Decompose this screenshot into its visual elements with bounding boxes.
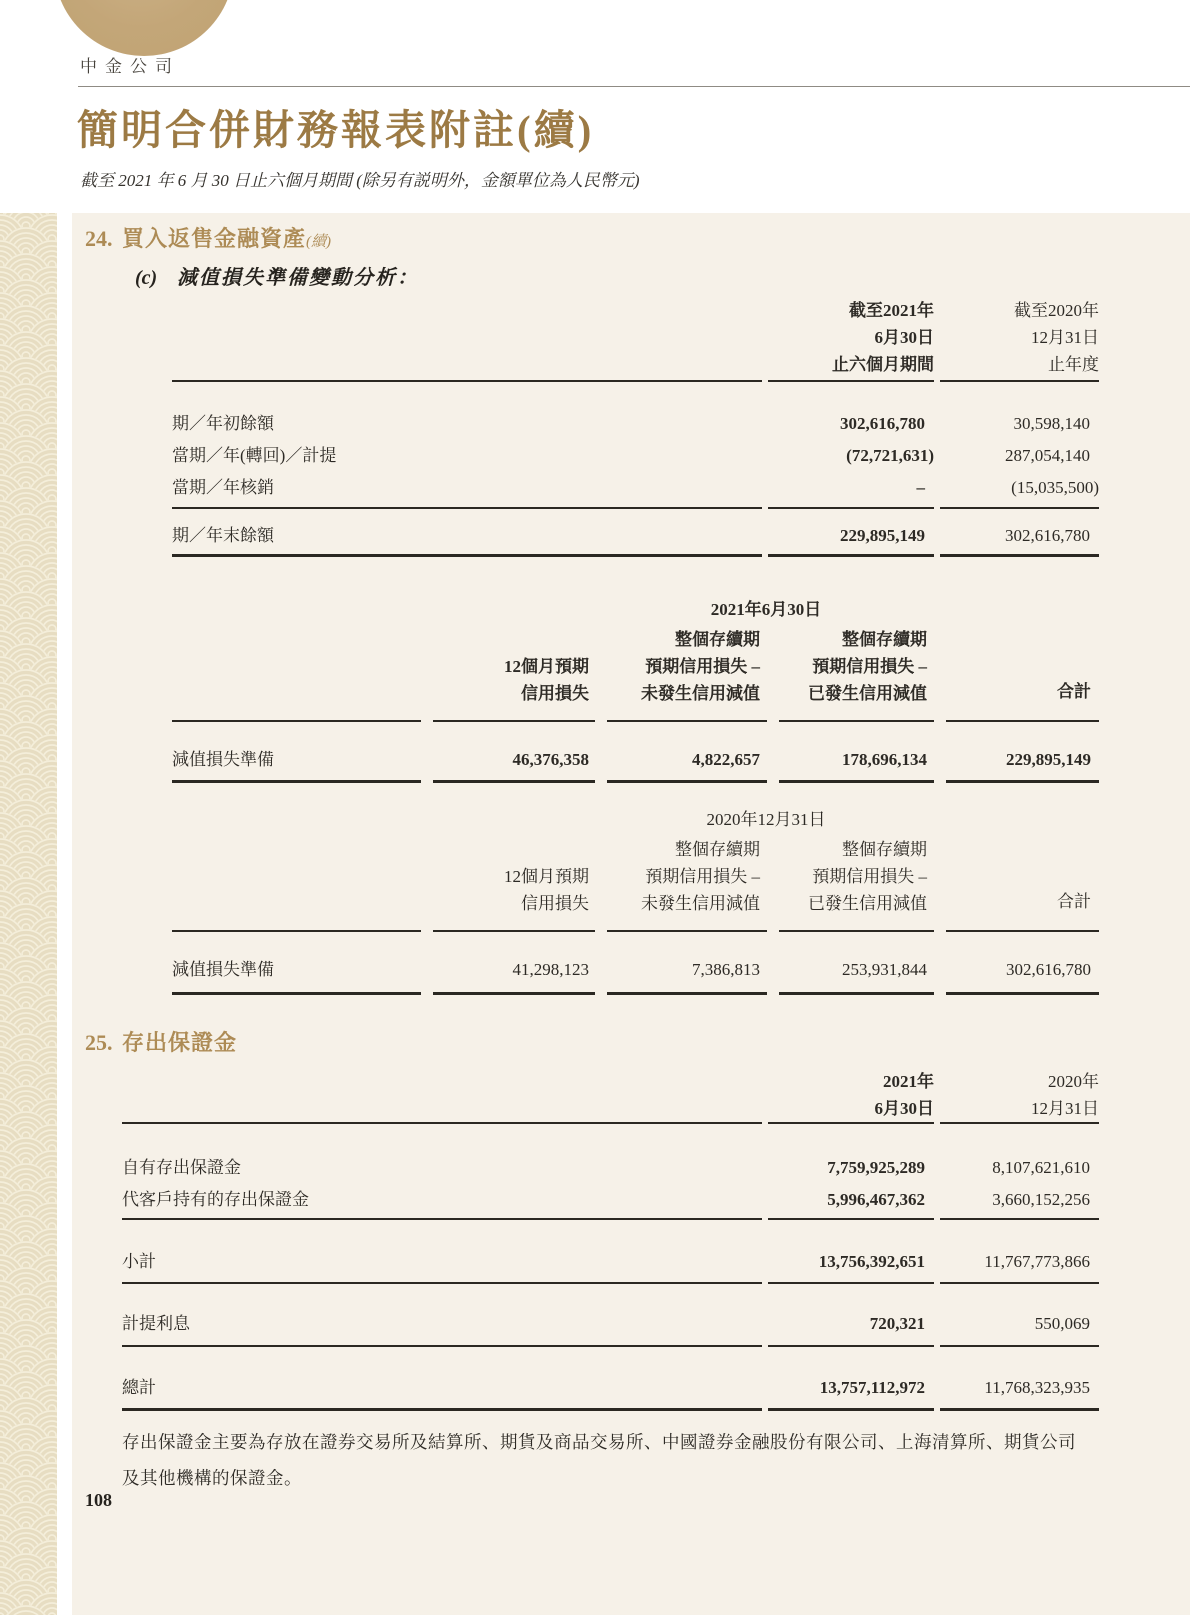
table-total-rule [940,554,1099,557]
total-row-label: 總計 [122,1378,156,1397]
tableB-col1-header: 12個月預期 信用損失 [504,657,589,703]
table-total-rule [607,992,767,995]
section-number: 25. [85,1030,113,1055]
tableB-col4-header: 合計 [1057,682,1091,701]
tableB-value-total: 229,895,149 [1006,750,1091,769]
table-rule [768,380,934,382]
total-value-2021: 229,895,149 [840,526,925,545]
table-total-rule [940,1408,1099,1411]
table-rule [122,1282,762,1284]
table-total-rule [172,780,421,783]
table-total-rule [172,992,421,995]
table-rule [433,720,595,722]
tableA-col-header-2020: 截至2020年 12月31日 止年度 [1014,301,1099,374]
row-label: 當期／年核銷 [172,478,274,497]
row-label: 當期／年(轉回)／計提 [172,446,337,465]
value-2021: 7,759,925,289 [827,1158,925,1177]
interest-value-2021: 720,321 [869,1314,925,1333]
value-2020: (15,035,500) [1011,478,1099,497]
tableB-col3-header: 整個存續期 預期信用損失 – 已發生信用減值 [808,630,927,703]
subtotal-value-2020: 11,767,773,866 [984,1252,1090,1271]
total-value-2020: 302,616,780 [1005,526,1090,545]
table-rule [122,1122,762,1124]
tableD-col-header-2020: 2020年 12月31日 [1031,1072,1099,1118]
table-rule [940,1345,1099,1347]
value-2020: 3,660,152,256 [992,1190,1090,1209]
table-rule [940,1122,1099,1124]
page-subtitle: 截至 2021 年 6 月 30 日止六個月期間 (除另有説明外，金額單位為人民幣元) [80,171,640,190]
tableC-value-stage2: 7,386,813 [692,960,760,979]
table-rule [172,930,421,932]
subsection-title: 減值損失準備變動分析： [177,267,419,289]
table-rule [946,930,1099,932]
table-rule [940,380,1099,382]
page-number: 108 [85,1490,112,1510]
value-2021: 302,616,780 [840,414,925,433]
tableB-date-title: 2021年6月30日 [710,600,822,619]
tableC-col3-header: 整個存續期 預期信用損失 – 已發生信用減值 [808,840,927,913]
tableD-col-header-2021: 2021年 6月30日 [874,1072,934,1118]
tableB-value-stage2: 4,822,657 [692,750,760,769]
tableC-value-total: 302,616,780 [1006,960,1091,979]
tableB-value-stage3: 178,696,134 [842,750,927,769]
interest-value-2020: 550,069 [1034,1314,1090,1333]
table-total-rule [779,780,934,783]
section-title: 存出保證金 [122,1030,238,1055]
table-rule [433,930,595,932]
company-logo-circle [54,0,234,56]
table-rule [172,380,762,382]
tableC-col4-header: 合計 [1057,892,1091,911]
company-name: 中金公司 [80,57,180,76]
tableC-value-stage3: 253,931,844 [842,960,927,979]
page-title: 簡明合併財務報表附註(續) [77,107,595,153]
table-total-rule [946,780,1099,783]
subtotal-value-2021: 13,756,392,651 [818,1252,925,1271]
table-rule [172,720,421,722]
table-rule [768,1282,934,1284]
table-rule [607,720,767,722]
section-title: 買入返售金融資產 [122,226,307,251]
table-rule [946,720,1099,722]
tableC-col2-header: 整個存續期 預期信用損失 – 未發生信用減值 [641,840,760,913]
table-rule [779,930,934,932]
row-label: 期／年初餘額 [172,414,274,433]
tableC-value-stage1: 41,298,123 [512,960,589,979]
section-25-heading [85,1026,237,1057]
tableB-col2-header: 整個存續期 預期信用損失 – 未發生信用減值 [641,630,760,703]
deposits-footnote: 存出保證金主要為存放在證券交易所及結算所、期貨及商品交易所、中國證券金融股份有限公司、上海清算所、期貨公司及其他機構的保證金。 [122,1432,1076,1488]
table-total-rule [122,1408,762,1411]
table-total-rule [433,992,595,995]
table-total-rule [768,554,934,557]
table-total-rule [172,554,762,557]
value-2021: (72,721,631) [846,446,934,465]
tableC-date-title: 2020年12月31日 [706,810,826,829]
table-total-rule [433,780,595,783]
table-rule [768,507,934,509]
row-label: 減值損失準備 [172,750,274,769]
table-rule [172,507,762,509]
section-continued-mark: (續) [306,234,332,250]
table-rule [768,1218,934,1220]
total-row-label: 期／年末餘額 [172,526,274,545]
tableB-value-stage1: 46,376,358 [512,750,589,769]
section-24-heading [85,222,331,253]
total-value-2020: 11,768,323,935 [984,1378,1090,1397]
table-rule [940,1282,1099,1284]
table-rule [607,930,767,932]
value-2020: 30,598,140 [1013,414,1090,433]
value-2020: 8,107,621,610 [992,1158,1090,1177]
table-rule [779,720,934,722]
tableA-col-header-2021: 截至2021年 6月30日 止六個月期間 [832,301,934,374]
row-label: 減值損失準備 [172,960,274,979]
value-2021: – [916,478,925,497]
seigaiha-wave-pattern [0,213,57,1615]
table-total-rule [768,1408,934,1411]
table-rule [940,507,1099,509]
table-rule [122,1218,762,1220]
subsection-c-heading [135,261,419,290]
value-2020: 287,054,140 [1005,446,1090,465]
table-rule [122,1345,762,1347]
row-label: 代客戶持有的存出保證金 [122,1190,309,1209]
total-value-2021: 13,757,112,972 [819,1378,925,1397]
header-divider [78,86,1190,87]
section-number: 24. [85,226,113,251]
value-2021: 5,996,467,362 [827,1190,925,1209]
table-total-rule [946,992,1099,995]
subsection-label: (c) [135,267,158,289]
row-label: 自有存出保證金 [122,1158,241,1177]
interest-label: 計提利息 [122,1314,190,1333]
table-rule [768,1345,934,1347]
table-rule [940,1218,1099,1220]
tableC-col1-header: 12個月預期 信用損失 [504,867,589,913]
table-rule [768,1122,934,1124]
table-total-rule [779,992,934,995]
table-total-rule [607,780,767,783]
subtotal-label: 小計 [122,1252,156,1271]
